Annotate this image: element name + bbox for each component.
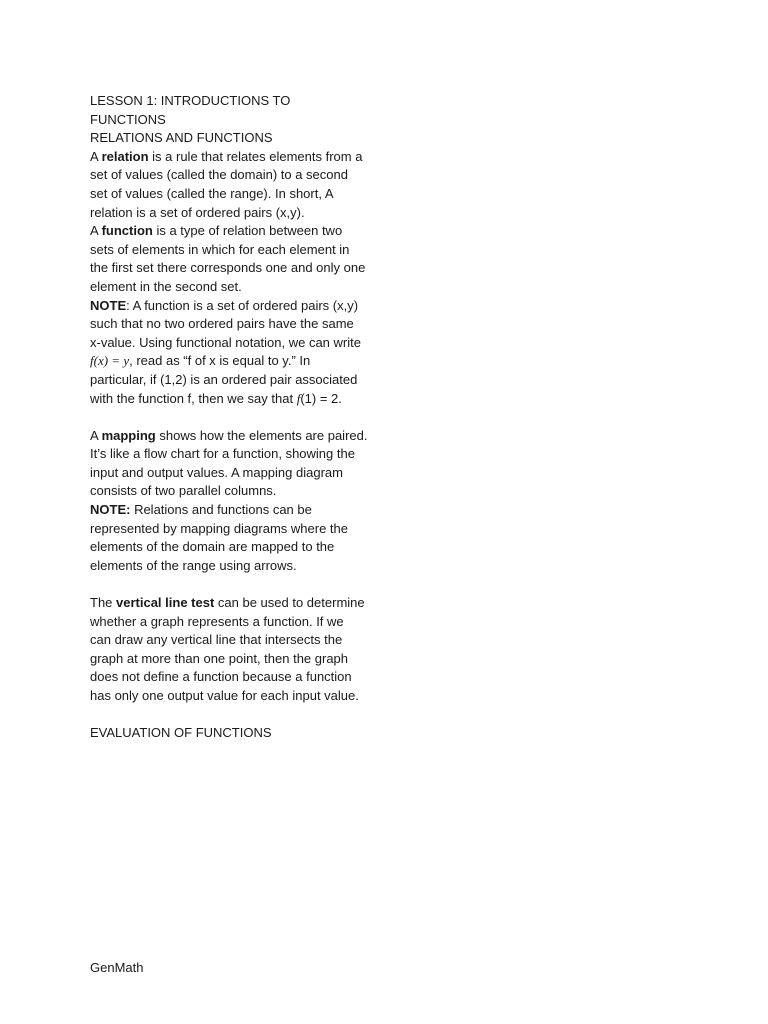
mapping-lead: A: [90, 427, 102, 443]
note-text-1c: (1) = 2.: [300, 390, 342, 406]
function-paragraph: [90, 222, 368, 296]
paragraph-gap: [90, 575, 368, 594]
math-f-of-1: f: [296, 390, 301, 406]
note-paragraph-1: [90, 297, 368, 409]
mapping-definition: shows how the elements are paired. It’s like a flow chart for a function, showing the input and output values. A mapping diagram consists of two parallel columns.: [90, 427, 368, 499]
relation-paragraph: [90, 148, 368, 222]
lesson-title: LESSON 1: INTRODUCTIONS TO FUNCTIONS: [90, 93, 291, 127]
content-column: [90, 92, 368, 743]
note-text-2: Relations and functions can be represented by mapping diagrams where the elements of the domain are mapped to the elements of the range using arrows.: [90, 502, 348, 573]
paragraph-gap: [90, 706, 368, 725]
vertical-line-test-paragraph: [90, 594, 368, 706]
function-definition: is a type of relation between two sets of elements in which for each element in the first set there corresponds one and only one element in the second set.: [90, 223, 366, 294]
note-text-1a: : A function is a set of ordered pairs (x,y) such that no two ordered pairs have the same x-value. Using functional notation, we can write: [90, 297, 361, 350]
math-x-equals-y: (x) = y: [93, 353, 130, 369]
note-label-1: NOTE: [90, 297, 127, 313]
vlt-lead: The: [90, 595, 117, 611]
function-lead: A: [90, 223, 102, 239]
relation-definition: is a rule that relates elements from a set of values (called the domain) to a second set of values (called the range). In short, A relation is a set of ordered pairs (x,y).: [90, 148, 363, 220]
note-text-1b: , read as “f of x is equal to y.” In particular, if (1,2) is an ordered pair associated with the function f, then we say that: [90, 353, 358, 406]
paragraph-gap: [90, 408, 368, 427]
mapping-term: mapping: [101, 427, 156, 443]
vlt-term: vertical line test: [116, 595, 215, 611]
math-f-of-x: f: [90, 353, 94, 369]
relation-term: relation: [101, 148, 149, 164]
vlt-definition: can be used to determine whether a graph represents a function. If we can draw any vertical line that intersects the graph at more than one point, then the graph does not define a function because a function has only one output value for each input value.: [90, 595, 365, 703]
note-paragraph-2: [90, 501, 368, 575]
mapping-paragraph: [90, 427, 368, 501]
function-term: function: [101, 223, 153, 239]
section-title-relations-functions: RELATIONS AND FUNCTIONS: [90, 130, 273, 146]
footer-text: GenMath: [90, 960, 144, 975]
relation-lead: A: [90, 148, 102, 164]
section-title-evaluation: EVALUATION OF FUNCTIONS: [90, 725, 272, 741]
note-label-2: NOTE:: [90, 502, 131, 518]
